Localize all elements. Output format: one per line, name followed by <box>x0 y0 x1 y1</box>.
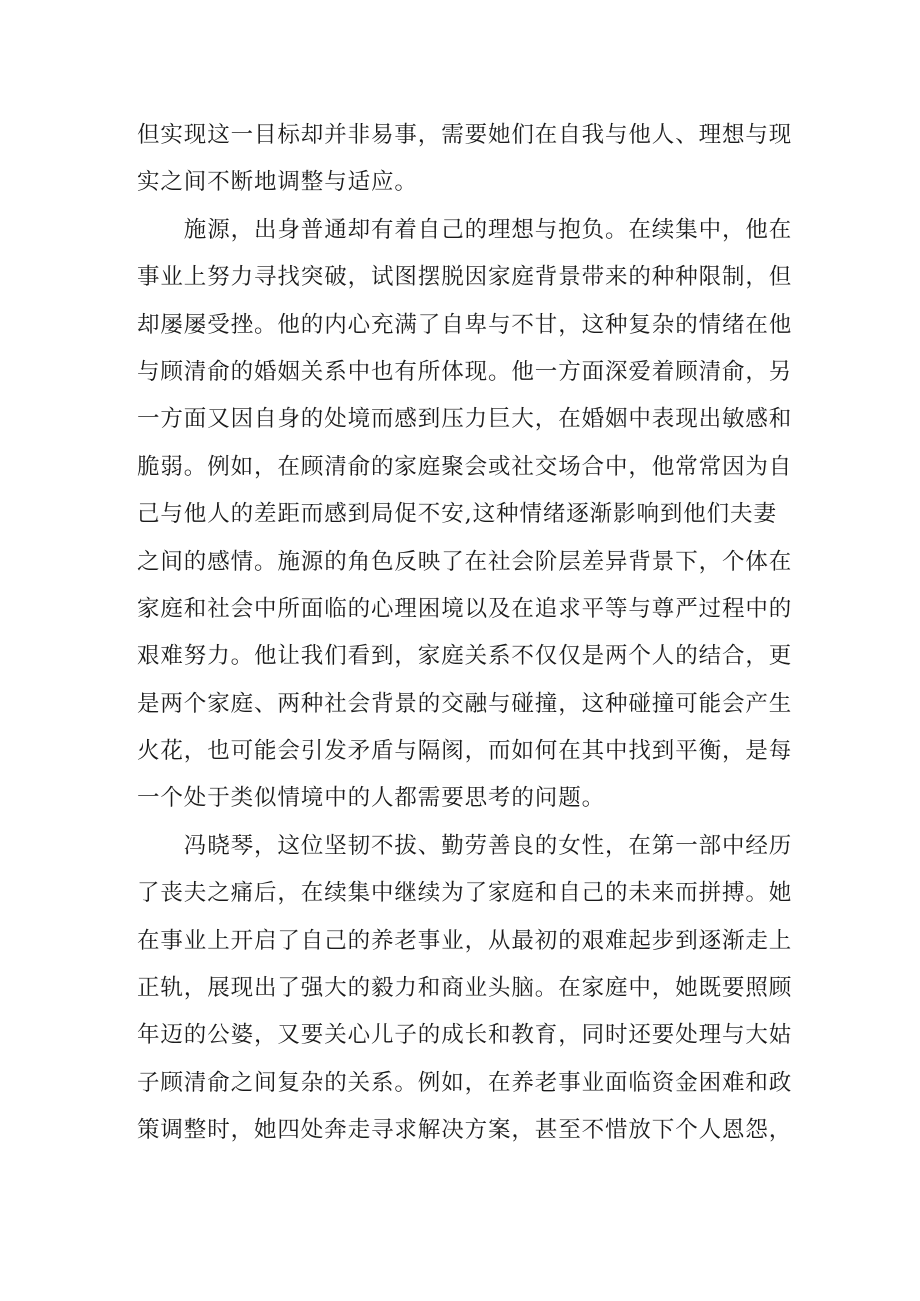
text-line: 事业上努力寻找突破，试图摆脱因家庭背景带来的种种限制，但 <box>137 264 793 291</box>
text-line: 之间的感情。施源的角色反映了在社会阶层差异背景下，个体在 <box>137 548 793 575</box>
text-line: 是两个家庭、两种社会背景的交融与碰撞，这种碰撞可能会产生 <box>137 690 793 717</box>
text-line: 年迈的公婆，又要关心儿子的成长和教育，同时还要处理与大姑 <box>137 1022 793 1049</box>
paragraph-start-line: 施源，出身普通却有着自己的理想与抱负。在续集中，他在 <box>137 216 793 243</box>
text-line: 己与他人的差距而感到局促不安,这种情绪逐渐影响到他们夫妻 <box>137 501 777 528</box>
text-line: 子顾清俞之间复杂的关系。例如，在养老事业面临资金困难和政 <box>137 1069 793 1096</box>
text-line: 但实现这一目标却并非易事，需要她们在自我与他人、理想与现 <box>137 122 793 148</box>
text-line: 策调整时，她四处奔走寻求解决方案，甚至不惜放下个人恩怨， <box>137 1117 793 1144</box>
text-line: 艰难努力。他让我们看到，家庭关系不仅仅是两个人的结合，更 <box>137 643 793 670</box>
text-line: 实之间不断地调整与适应。 <box>137 169 418 196</box>
text-line: 与顾清俞的婚姻关系中也有所体现。他一方面深爱着顾清俞，另 <box>137 358 793 385</box>
text-line: 了丧夫之痛后，在续集中继续为了家庭和自己的未来而拼搏。她 <box>137 880 793 907</box>
body-text <box>137 112 792 1155</box>
text-line: 家庭和社会中所面临的心理困境以及在追求平等与尊严过程中的 <box>137 595 793 622</box>
text-line: 一方面又因自身的处境而感到压力巨大，在婚姻中表现出敏感和 <box>137 406 793 433</box>
text-line: 火花，也可能会引发矛盾与隔阂，而如何在其中找到平衡，是每 <box>137 738 793 765</box>
paragraph-start-line: 冯晓琴，这位坚韧不拔、勤劳善良的女性，在第一部中经历 <box>137 832 793 859</box>
text-line: 正轨，展现出了强大的毅力和商业头脑。在家庭中，她既要照顾 <box>137 975 793 1002</box>
text-line: 却屡屡受挫。他的内心充满了自卑与不甘，这种复杂的情绪在他 <box>137 311 793 338</box>
text-line: 在事业上开启了自己的养老事业，从最初的艰难起步到逐渐走上 <box>137 927 793 954</box>
text-line: 脆弱。例如，在顾清俞的家庭聚会或社交场合中，他常常因为自 <box>137 453 793 480</box>
text-line: 一个处于类似情境中的人都需要思考的问题。 <box>137 785 606 812</box>
